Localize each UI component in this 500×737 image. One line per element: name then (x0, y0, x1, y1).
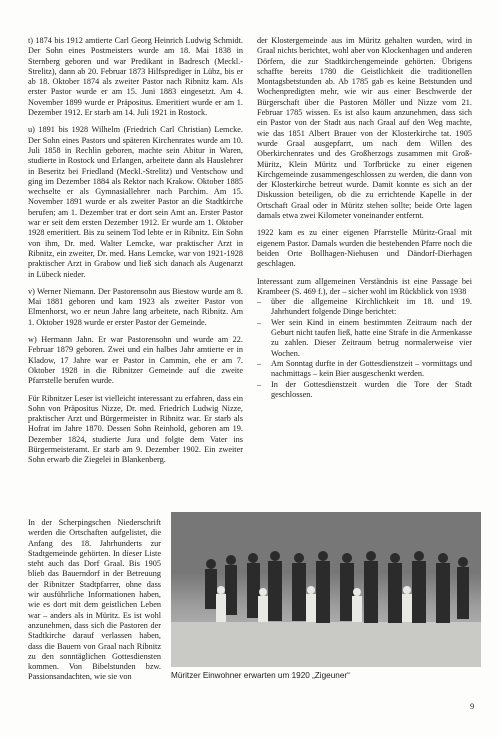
bullet-item: – In der Gottesdienstzeit wurden die Tore der Stadt geschlossen. (257, 380, 472, 401)
bullet-item: – Am Sonntag durfte in der Gottesdienstzeit – vormittags und nachmittags – kein Bier ausgeschenkt werden. (257, 359, 472, 380)
entry-niemann: v) Werner Niemann. Der Pastorensohn aus Biestow wurde am 8. Mai 1881 geboren und kam 1923 als zweiter Pastor von Elmenhorst, wo er neun Jahre lang arbeitete, nach Ribnitz. Am 1. Oktober 1928 wurde er erster Pastor der Gemeinde. (28, 286, 243, 327)
entry-lemcke: u) 1891 bis 1928 Wilhelm (Friedrich Carl Christian) Lemcke. Der Sohn eines Pastors und späteren Kirchenrates wurde am 10. Juli 1858 in Rechlin geboren, machte sein Abitur in Waren, studierte in Rostock und Erlangen, arbeitete dann als Hauslehrer in Beseritz bei Friedland (Meckl.-Strelitz) und Ventschow und ging im Dezember 1884 als Rektor nach Krakow. Oktober 1885 wechselte er als Gymnasiallehrer nach Parchim. Am 15. November 1891 wurde er als zweiter Pastor an die Stadtkirche berufen; am 1. Dezember trat er dort sein Amt an. Erster Pastor war er seit dem ersten Dezember 1912. Er wurde am 1. Oktober 1928 emeritiert. Bis zu seinem Tod lebte er in Ribnitz. Ein Sohn von ihm, Dr. med. Walter Lemcke, war praktischer Arzt in Ribnitz, ein zweiter, Dr. med. Hans Lemcke, war von 1921-1928 praktischer Arzt in Grabow und ließ sich danach als Augenarzt in Lübeck nieder. (28, 125, 243, 279)
entry-jahn: w) Hermann Jahn. Er war Pastorensohn und wurde am 22. Februar 1879 geboren. Zwei und ein halbes Jahr amtierte er in Kladow, 17 Jahre war er Pastor in Cammin, ehe er am 7. Oktober 1928 in die Ribnitzer Gemeinde auf die zweite Pfarrstelle berufen wurde. (28, 335, 243, 386)
right-column (257, 36, 472, 400)
paragraph-nizze: Für Ribnitzer Leser ist vielleicht interessant zu erfahren, dass ein Sohn von Präpositus Nizze, Dr. med. Friedrich Ludwig Nizze, praktischer Arzt und Bürgermeister in Ribnitz war. Er starb als Hofrat im Jahre 1870. Dessen Sohn Reinhold, geboren am 19. Dezember 1824, studierte Jura und folgte dem Vater ins Bürgermeisteramt. Er starb am 9. Dezember 1902. Ein zweiter Sohn erwarb die Ziegelei in Blankenberg. (28, 393, 243, 465)
photo-ground (171, 622, 481, 667)
group-photo (171, 512, 481, 667)
paragraph-klostergemeinde: der Klostergemeinde aus im Müritz gehalten wurden, wird in Graal nichts berichtet, wohl aber von Klockenhagen und anderen Dörfern, die zur Stadtkirchengemeinde gehörten. Übrigens schaffte bereits 1780 die Geistlichkeit die traditionellen Montagsbetstunden ab. Ab 1785 gab es keine Betstunden und Wochenpredigten mehr, wie wir aus einer Beschwerde der Bürgerschaft über die Pastoren Möller und Nizze vom 21. Februar 1785 wissen. Es ist also kaum anzunehmen, dass sich ein Pastor von der Stadt aus nach Graal auf den Weg machte, wie das 1851 Albert Brauer von der Klosterkirche tat. 1905 wurde Graal ausgepfarrt, um nach dem Willen des Oberkirchenrates und des Großherzogs zusammen mit Groß-Müritz, Klein Müritz und Torfbrücke zu einer eigenen Kirchgemeinde zusammengeschlossen zu werden, die dann von der Klosterkirche betreut wurde. Damit konnte es sich an der Diskussion beteiligen, ob die zu errichtende Kapelle in der Ortschaft Graal oder in Müritz stehen sollte; beide Orte lagen damals etwa zwei Kilometer voneinander entfernt. (257, 36, 472, 221)
paragraph-graal: In der Scherpingschen Niederschrift werden die Ortschaften aufgelistet, die Anfang des 18. Jahrhunderts zur Stadtgemeinde gehörten. In dieser Liste steht auch das Dorf Graal. Bis 1905 blieb das Bauerndorf in der Betreuung der Ribnitzer Stadtpfarrer, ohne dass wir ausführliche Informationen haben, wie es dort mit dem geistlichen Leben war – anders als in Müritz. Es ist wohl anzunehmen, dass sich die Pastoren der Stadtkirche darauf verlassen haben, dass die Bauern von Graal nach Ribnitz zu den sonntäglichen Gottesdiensten kommen. Von Bibelstunden bzw. Passionsandachten, wie sie von (28, 518, 161, 682)
bullet-item: – über die allgemeine Kirchlichkeit im 18. und 19. Jahrhundert folgende Dinge berichtet: (257, 297, 472, 318)
bullet-item: – Wer sein Kind in einem bestimmten Zeitraum nach der Geburt nicht taufen ließ, hatte eine Strafe in die Armenkasse zu zahlen. Dieser Zeitraum betrug normalerweise vier Wochen. (257, 318, 472, 359)
entry-schmidt: t) 1874 bis 1912 amtierte Carl Georg Heinrich Ludwig Schmidt. Der Sohn eines Postmeisters wurde am 18. Mai 1838 in Sternberg geboren und war Predikant in Badresch (Meckl.-Strelitz), dann ab 20. Februar 1873 Hilfsprediger in Lübz, bis er ab 18. Oktober 1874 als zweiter Pastor nach Ribnitz kam. Als erster Pastor wurde er am 15. Juni 1883 eingesetzt. Am 4. November 1899 wurde er Präpositus. Emeritiert wurde er am 1. Dezember 1912. Er starb am 14. Juli 1921 in Rostock. (28, 36, 243, 118)
group-photo-illustration (171, 512, 481, 667)
narrow-column (28, 518, 161, 683)
photo-caption: Müritzer Einwohner erwarten um 1920 „Zigeuner“ (171, 671, 350, 680)
paragraph-krambeer: Interessant zum allgemeinen Verständnis ist eine Passage bei Krambeer (S. 469 f.), der – sicher wohl im Rückblick von 1938 (257, 276, 472, 296)
photo-children (216, 586, 412, 622)
bullet-list (257, 297, 472, 400)
left-column (28, 36, 243, 473)
page-number: 9 (470, 701, 475, 711)
paragraph-pfarrstelle: 1922 kam es zu einer eigenen Pfarrstelle Müritz-Graal mit eigenem Pastor. Damals wurden die bestehenden Pfarre noch die beiden Orte Bollhagen-Niehusen und Dändorf-Dierhagen geschlagen. (257, 228, 472, 269)
